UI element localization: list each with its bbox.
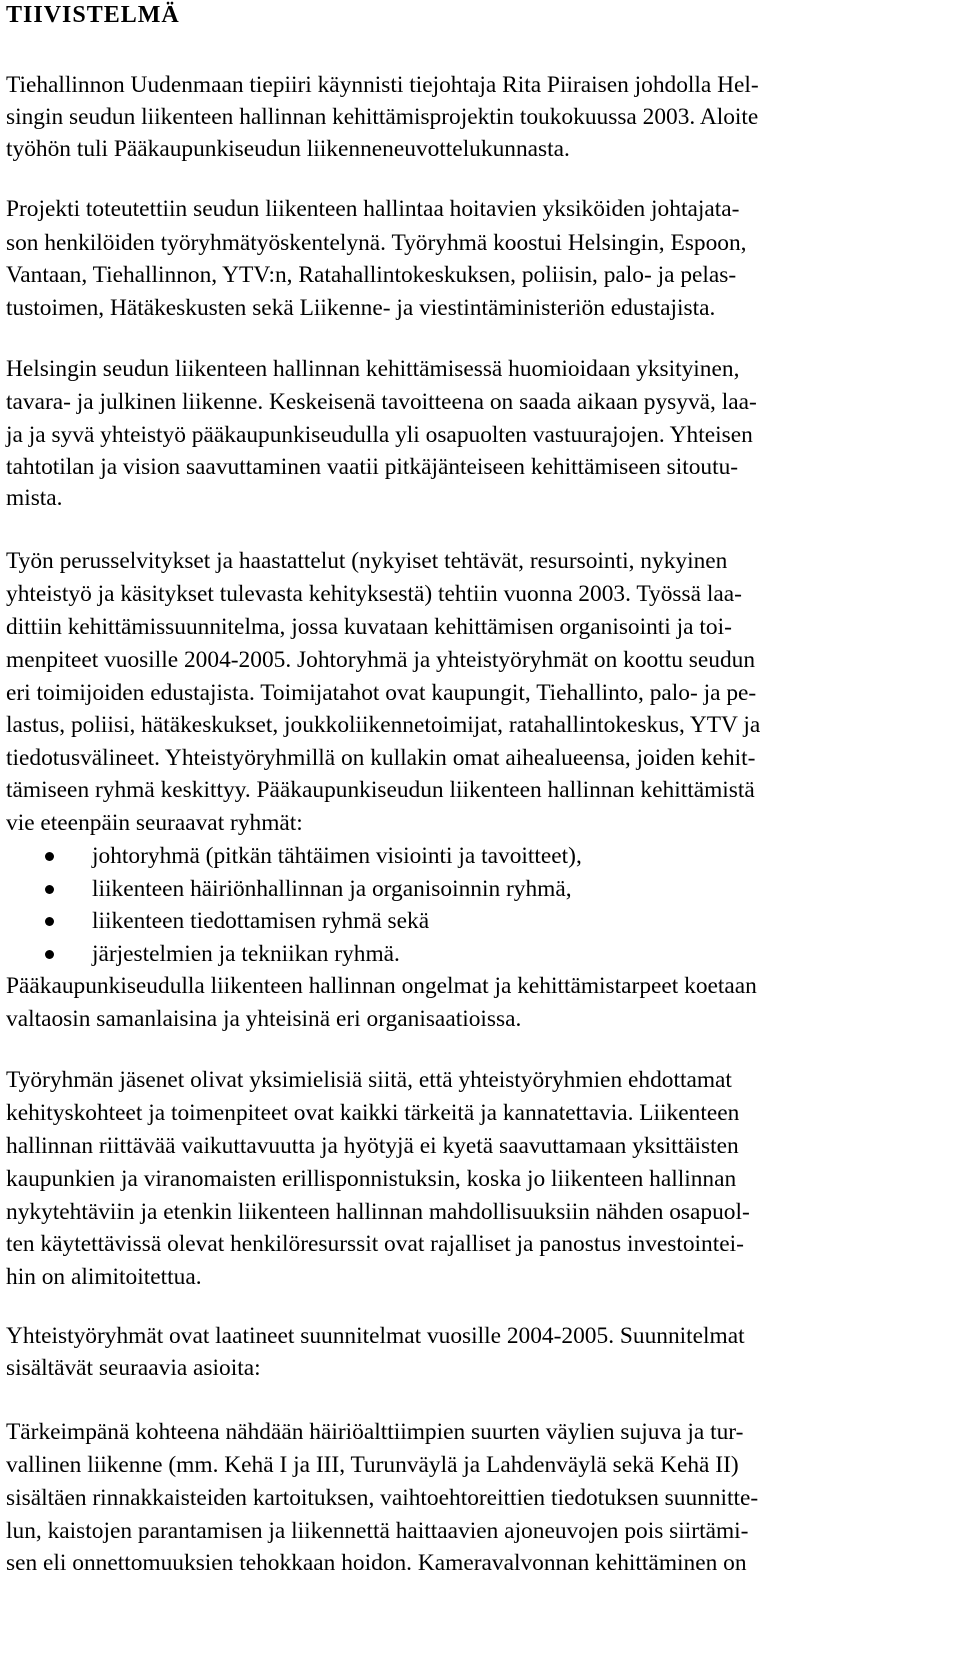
bullet-icon xyxy=(45,885,54,894)
paragraph-line: tämiseen ryhmä keskittyy. Pääkaupunkiseudun liikenteen hallinnan kehittämistä xyxy=(6,777,755,803)
list-item: järjestelmien ja tekniikan ryhmä. xyxy=(92,941,400,967)
paragraph-line: tavara- ja julkinen liikenne. Keskeisenä tavoitteena on saada aikaan pysyvä, laa- xyxy=(6,389,757,415)
paragraph-line: eri toimijoiden edustajista. Toimijatahot ovat kaupungit, Tiehallinto, palo- ja pe- xyxy=(6,680,757,706)
paragraph-line: Työryhmän jäsenet olivat yksimielisiä siitä, että yhteistyöryhmien ehdottamat xyxy=(6,1067,732,1093)
document-heading: TIIVISTELMÄ xyxy=(6,2,180,28)
paragraph-line: kehityskohteet ja toimenpiteet ovat kaikki tärkeitä ja kannatettavia. Liikenteen xyxy=(6,1100,740,1126)
paragraph-line: nykytehtäviin ja etenkin liikenteen hallinnan mahdollisuuksiin nähden osapuol- xyxy=(6,1199,750,1225)
paragraph-line: sisältäen rinnakkaisteiden kartoituksen, vaihtoehtoreittien tiedotuksen suunnitte- xyxy=(6,1485,759,1511)
paragraph-line: Vantaan, Tiehallinnon, YTV:n, Ratahallintokeskuksen, poliisin, palo- ja pelas- xyxy=(6,262,737,288)
bullet-icon xyxy=(45,950,54,959)
list-item: liikenteen häiriönhallinnan ja organisoinnin ryhmä, xyxy=(92,876,572,902)
paragraph-line: Yhteistyöryhmät ovat laatineet suunnitelmat vuosille 2004-2005. Suunnitelmat xyxy=(6,1323,745,1349)
paragraph-line: singin seudun liikenteen hallinnan kehittämisprojektin toukokuussa 2003. Aloite xyxy=(6,104,759,130)
paragraph-line: tahtotilan ja vision saavuttaminen vaatii pitkäjänteiseen kehittämiseen sitoutu- xyxy=(6,454,739,480)
paragraph-line: vie eteenpäin seuraavat ryhmät: xyxy=(6,810,303,836)
paragraph-line: tiedotusvälineet. Yhteistyöryhmillä on kullakin omat aihealueensa, joiden kehit- xyxy=(6,745,756,771)
paragraph-line: Tiehallinnon Uudenmaan tiepiiri käynnisti tiejohtaja Rita Piiraisen johdolla Hel- xyxy=(6,72,759,98)
paragraph-line: lun, kaistojen parantamisen ja liikennettä haittaavien ajoneuvojen pois siirtämi- xyxy=(6,1518,749,1544)
paragraph-line: mista. xyxy=(6,485,63,511)
paragraph-line: menpiteet vuosille 2004-2005. Johtoryhmä ja yhteistyöryhmät on koottu seudun xyxy=(6,647,756,673)
list-item: johtoryhmä (pitkän tähtäimen visiointi ja tavoitteet), xyxy=(92,843,582,869)
paragraph-line: Projekti toteutettiin seudun liikenteen hallintaa hoitavien yksiköiden johtajata- xyxy=(6,196,740,222)
paragraph-line: son henkilöiden työryhmätyöskentelynä. Työryhmä koostui Helsingin, Espoon, xyxy=(6,230,747,256)
list-item: liikenteen tiedottamisen ryhmä sekä xyxy=(92,908,430,934)
paragraph-line: ten käytettävissä olevat henkilöresurssit ovat rajalliset ja panostus investointei- xyxy=(6,1231,744,1257)
paragraph-line: kaupunkien ja viranomaisten erillisponnistuksin, koska jo liikenteen hallinnan xyxy=(6,1166,737,1192)
paragraph-line: sen eli onnettomuuksien tehokkaan hoidon. Kameravalvonnan kehittäminen on xyxy=(6,1550,747,1576)
paragraph-line: Tärkeimpänä kohteena nähdään häiriöalttiimpien suurten väylien sujuva ja tur- xyxy=(6,1419,744,1445)
paragraph-line: ja ja syvä yhteistyö pääkaupunkiseudulla yli osapuolten vastuurajojen. Yhteisen xyxy=(6,422,753,448)
bullet-icon xyxy=(45,852,54,861)
paragraph-line: hin on alimitoitettua. xyxy=(6,1264,202,1290)
bullet-icon xyxy=(45,917,54,926)
paragraph-line: yhteistyö ja käsitykset tulevasta kehityksestä) tehtiin vuonna 2003. Työssä laa- xyxy=(6,581,742,607)
paragraph-line: valtaosin samanlaisina ja yhteisinä eri organisaatioissa. xyxy=(6,1006,522,1032)
paragraph-line: sisältävät seuraavia asioita: xyxy=(6,1355,261,1381)
paragraph-line: Helsingin seudun liikenteen hallinnan kehittämisessä huomioidaan yksityinen, xyxy=(6,356,740,382)
paragraph-line: Pääkaupunkiseudulla liikenteen hallinnan ongelmat ja kehittämistarpeet koetaan xyxy=(6,973,757,999)
paragraph-line: dittiin kehittämissuunnitelma, jossa kuvataan kehittämisen organisointi ja toi- xyxy=(6,614,732,640)
paragraph-line: hallinnan riittävää vaikuttavuutta ja hyötyjä ei kyetä saavuttamaan yksittäisten xyxy=(6,1133,739,1159)
paragraph-line: vallinen liikenne (mm. Kehä I ja III, Turunväylä ja Lahdenväylä sekä Kehä II) xyxy=(6,1452,739,1478)
paragraph-line: Työn perusselvitykset ja haastattelut (nykyiset tehtävät, resursointi, nykyinen xyxy=(6,548,728,574)
paragraph-line: lastus, poliisi, hätäkeskukset, joukkoliikennetoimijat, ratahallintokeskus, YTV ja xyxy=(6,712,761,738)
paragraph-line: työhön tuli Pääkaupunkiseudun liikenneneuvottelukunnasta. xyxy=(6,136,570,162)
paragraph-line: tustoimen, Hätäkeskusten sekä Liikenne- ja viestintäministeriön edustajista. xyxy=(6,295,716,321)
